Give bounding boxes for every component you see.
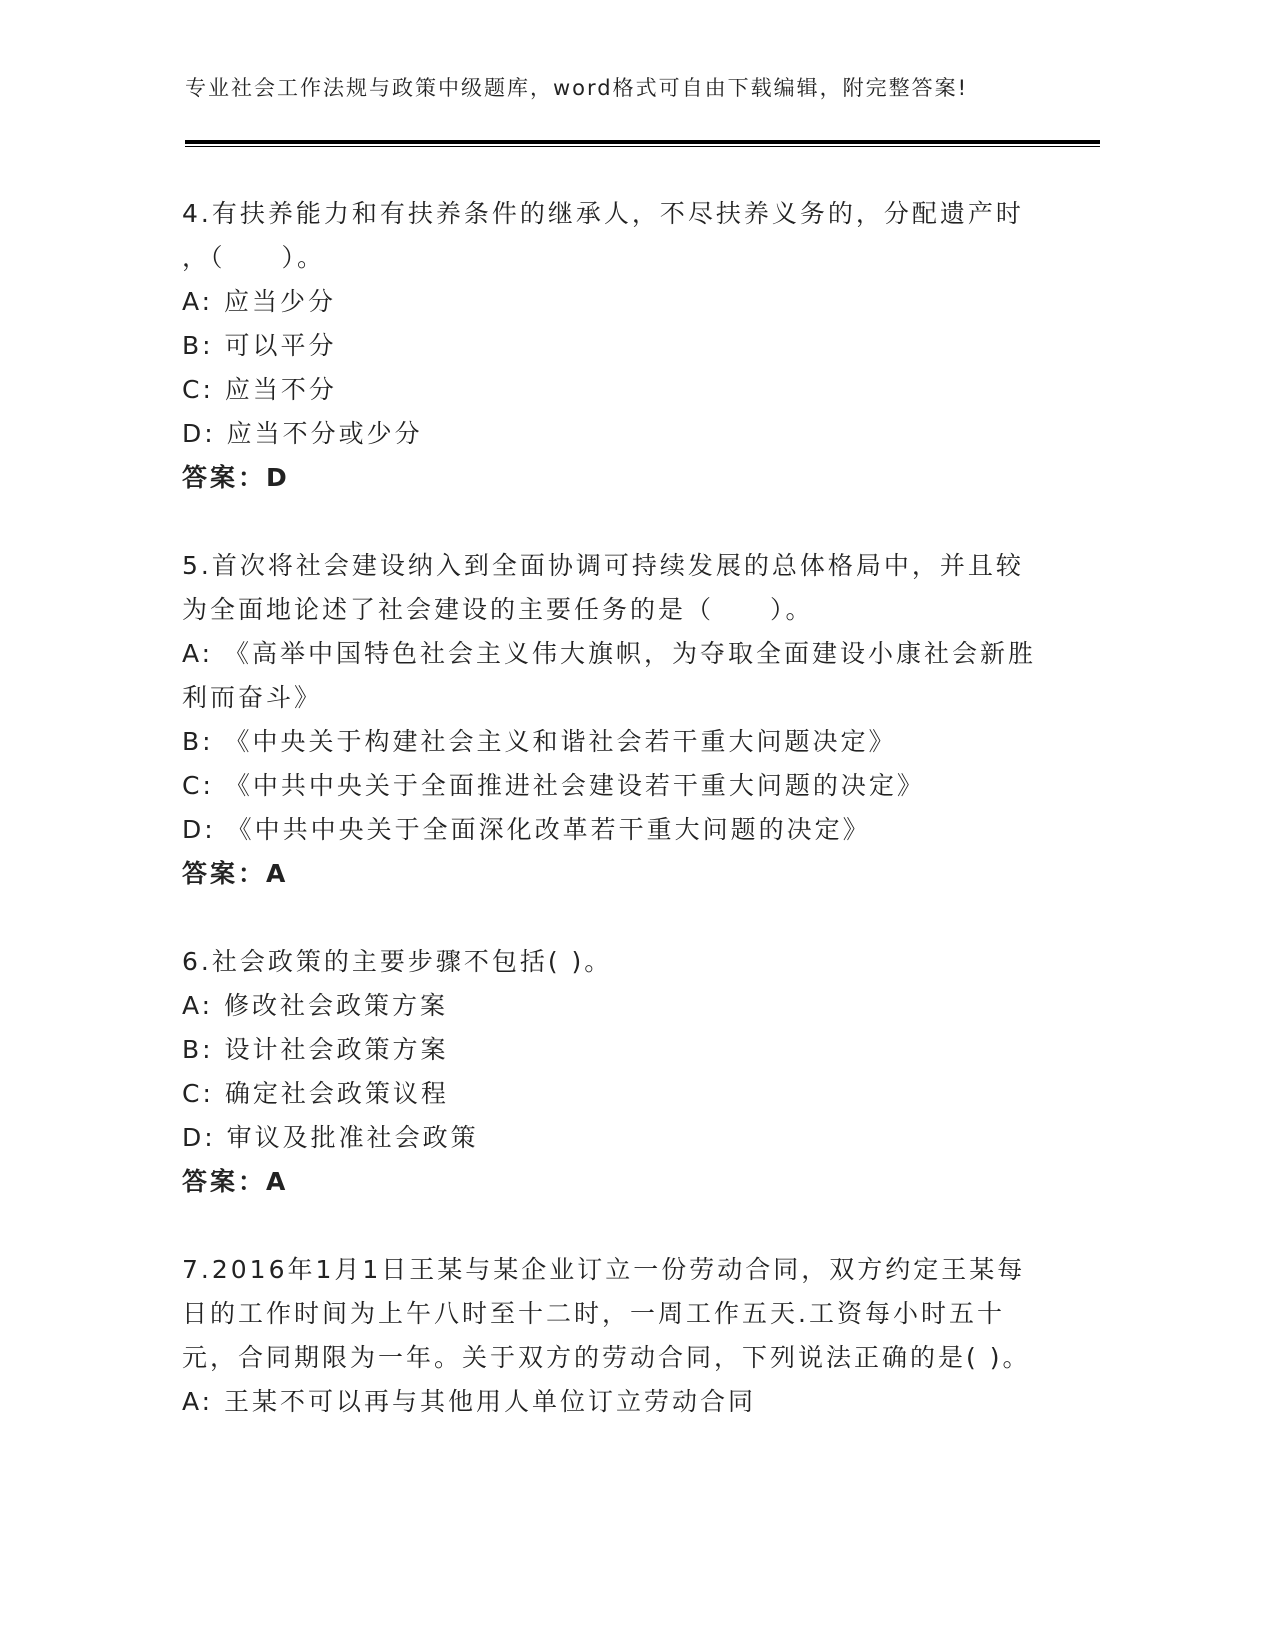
question-list bbox=[182, 192, 1062, 1468]
option-b: B: 《中央关于构建社会主义和谐社会若干重大问题决定》 bbox=[182, 727, 897, 756]
option-c: C: 应当不分 bbox=[182, 375, 337, 404]
answer-label: 答案：A bbox=[182, 859, 289, 888]
option-b: B: 设计社会政策方案 bbox=[182, 1035, 449, 1064]
option-a: A: 《高举中国特色社会主义伟大旗帜，为夺取全面建设小康社会新胜 bbox=[182, 639, 1037, 668]
option-c: C: 《中共中央关于全面推进社会建设若干重大问题的决定》 bbox=[182, 771, 925, 800]
option-a-continued: 利而奋斗》 bbox=[182, 683, 323, 712]
question-stem-line: ，（ ）。 bbox=[182, 243, 326, 272]
answer-label: 答案：A bbox=[182, 1167, 289, 1196]
question-4 bbox=[182, 192, 1062, 500]
question-stem-line: 4.有扶养能力和有扶养条件的继承人，不尽扶养义务的，分配遗产时 bbox=[182, 199, 1024, 228]
question-stem-line: 6.社会政策的主要步骤不包括( )。 bbox=[182, 947, 613, 976]
question-stem-line: 5.首次将社会建设纳入到全面协调可持续发展的总体格局中，并且较 bbox=[182, 551, 1024, 580]
answer-label: 答案：D bbox=[182, 463, 290, 492]
option-c: C: 确定社会政策议程 bbox=[182, 1079, 449, 1108]
question-stem-line: 7.2016年1月1日王某与某企业订立一份劳动合同，双方约定王某每 bbox=[182, 1255, 1026, 1284]
option-a: A: 修改社会政策方案 bbox=[182, 991, 449, 1020]
question-7 bbox=[182, 1248, 1062, 1424]
question-stem-line: 日的工作时间为上午八时至十二时，一周工作五天.工资每小时五十 bbox=[182, 1299, 1005, 1328]
option-b: B: 可以平分 bbox=[182, 331, 337, 360]
document-header: 专业社会工作法规与政策中级题库，word格式可自由下载编辑，附完整答案! bbox=[185, 76, 969, 100]
question-stem-line: 元，合同期限为一年。关于双方的劳动合同，下列说法正确的是( )。 bbox=[182, 1343, 1031, 1372]
option-d: D: 审议及批准社会政策 bbox=[182, 1123, 479, 1152]
question-stem-line: 为全面地论述了社会建设的主要任务的是（ ）。 bbox=[182, 595, 814, 624]
option-a: A: 应当少分 bbox=[182, 287, 337, 316]
option-a: A: 王某不可以再与其他用人单位订立劳动合同 bbox=[182, 1387, 757, 1416]
header-rule-thick bbox=[185, 140, 1100, 144]
option-d: D: 《中共中央关于全面深化改革若干重大问题的决定》 bbox=[182, 815, 871, 844]
option-d: D: 应当不分或少分 bbox=[182, 419, 423, 448]
question-6 bbox=[182, 940, 1062, 1204]
question-5 bbox=[182, 544, 1062, 896]
header-rule-thin bbox=[185, 146, 1100, 147]
